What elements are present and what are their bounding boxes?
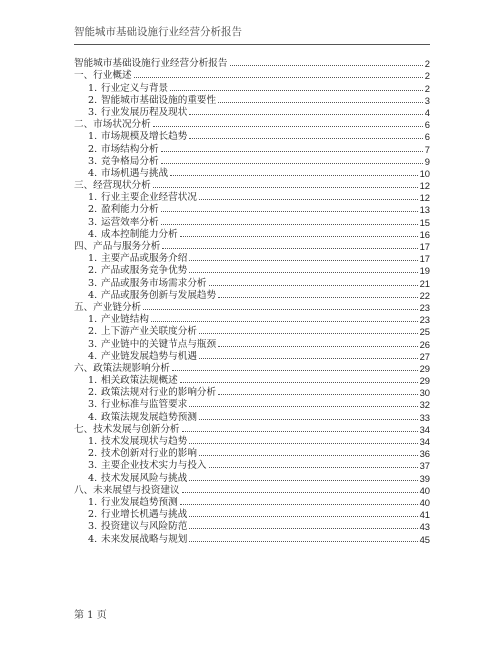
toc-entry-number: 2. [88,448,98,460]
toc-entry-title: 运营效率分析 [101,216,159,228]
toc-entry-title: 市场机遇与挑战 [101,167,169,179]
toc-entry-title: 产品或服务竞争优势 [101,265,188,277]
toc-entry-page: 2 [424,58,430,70]
toc-entry-number: 3. [88,399,98,411]
toc-entry-title: 智能城市基础设施行业经营分析报告 [74,58,228,70]
toc-entry-page: 4 [424,106,430,118]
toc-entry-page: 40 [419,484,430,496]
toc-entry-page: 22 [419,289,430,301]
toc-entry-number: 3. [88,216,98,228]
toc-entry-title: 市场规模及增长趋势 [101,131,188,143]
toc-entry[interactable] [74,57,430,69]
page-footer [74,606,107,621]
toc-dot-leader [161,162,423,164]
toc-entry-page: 29 [419,362,430,374]
toc-entry-page: 7 [424,143,430,155]
toc-entry-title: 市场结构分析 [101,143,159,155]
toc-entry-title: 投资建议与风险防范 [101,521,188,533]
toc-entry-page: 6 [424,119,430,131]
toc-dot-leader [143,308,417,310]
toc-dot-leader [161,150,423,152]
toc-subentry[interactable] [74,130,430,142]
toc-dot-leader [189,442,417,444]
toc-entry-page: 40 [419,496,430,508]
toc-entry-page: 10 [419,167,430,179]
toc-dot-leader [189,515,417,517]
toc-dot-leader [218,345,417,347]
toc-dot-leader [180,503,418,505]
toc-entry-number: 3. [88,460,98,472]
toc-entry-title: 四、产品与服务分析 [74,241,161,252]
toc-entry-title: 上下游产业关联度分析 [101,326,197,338]
toc-entry-page: 2 [424,70,430,82]
toc-entry-number: 3. [88,106,98,118]
toc-entry[interactable] [74,118,430,130]
toc-entry-title: 盈利能力分析 [101,204,159,216]
toc-entry-page: 32 [419,399,430,411]
toc-entry-page: 39 [419,472,430,484]
toc-entry-page: 36 [419,448,430,460]
toc-dot-leader [199,332,418,334]
toc-dot-leader [161,210,418,212]
toc-dot-leader [230,64,423,66]
toc-entry-title: 六、政策法规影响分析 [74,362,170,374]
toc-entry-title: 行业发展趋势预测 [101,496,178,508]
toc-entry-number: 3. [88,521,98,533]
toc-entry-number: 2. [88,143,98,155]
toc-dot-leader [189,479,417,481]
toc-subentry[interactable] [74,106,430,118]
toc-entry-page: 17 [419,241,430,252]
page-number: 第 1 页 [74,610,107,621]
toc-subentry[interactable] [74,228,430,240]
toc-entry-title: 技术发展风险与挑战 [101,472,188,484]
toc-dot-leader [189,527,417,529]
toc-subentry[interactable] [74,215,430,227]
toc-subentry[interactable] [74,94,430,106]
toc-entry-page: 33 [419,411,430,423]
toc-entry[interactable] [74,69,430,81]
toc-entry-title: 产业链发展趋势与机遇 [101,350,197,362]
toc-dot-leader [162,247,417,249]
toc-entry-number: 2. [88,204,98,216]
toc-entry-number: 1. [88,496,98,508]
toc-entry-title: 行业发展历程及现状 [101,106,188,118]
toc-entry-page: 16 [419,228,430,240]
toc-entry-title: 主要产品或服务介绍 [101,253,188,265]
toc-dot-leader [153,125,423,127]
toc-entry-page: 12 [419,192,430,204]
toc-dot-leader [161,223,418,225]
toc-entry-page: 23 [419,301,430,313]
toc-entry-number: 1. [88,82,98,94]
toc-subentry[interactable] [74,337,430,349]
toc-entry-number: 4. [88,411,98,423]
toc-dot-leader [189,540,417,542]
toc-entry-page: 41 [419,509,430,521]
toc-subentry[interactable] [74,81,430,93]
toc-entry-title: 五、产业链分析 [74,301,142,313]
toc-entry-page: 17 [419,253,430,265]
toc-entry-title: 技术创新对行业的影响 [101,448,197,460]
toc-entry-number: 2. [88,265,98,277]
toc-dot-leader [189,271,417,273]
toc-subentry[interactable] [74,276,430,288]
toc-subentry[interactable] [74,142,430,154]
toc-subentry[interactable] [74,167,430,179]
toc-entry-number: 4. [88,350,98,362]
toc-entry-page: 29 [419,375,430,387]
toc-entry-page: 21 [419,277,430,289]
toc-entry-number: 1. [88,131,98,143]
toc-dot-leader [170,89,423,91]
page-header [74,24,430,45]
toc-entry-number: 4. [88,289,98,301]
toc-entry-page: 12 [419,180,430,192]
toc-entry-number: 1. [88,192,98,204]
toc-entry-title: 技术发展现状与趋势 [101,436,188,447]
toc-dot-leader [199,357,418,359]
toc-subentry[interactable] [74,508,430,520]
toc-dot-leader [189,259,417,261]
toc-entry-title: 产业链结构 [101,314,149,326]
toc-subentry[interactable] [74,264,430,276]
toc-entry-number: 1. [88,253,98,265]
toc-subentry[interactable] [74,447,430,459]
toc-entry[interactable] [74,362,430,374]
toc-entry-page: 23 [419,314,430,326]
toc-entry-title: 产业链中的关键节点与瓶颈 [101,338,217,350]
toc-entry-title: 智能城市基础设施的重要性 [101,94,217,106]
toc-entry-page: 13 [419,204,430,216]
toc-entry-title: 相关政策法规概述 [101,375,178,387]
toc-entry-page: 3 [424,94,430,106]
toc-entry-number: 4. [88,533,98,545]
toc-entry-title: 一、行业概述 [74,70,132,82]
toc-subentry[interactable] [74,313,430,325]
toc-entry-number: 3. [88,277,98,289]
toc-subentry[interactable] [74,350,430,362]
toc-dot-leader [153,186,418,188]
toc-entry-number: 1. [88,375,98,387]
toc-entry-page: 9 [424,155,430,167]
toc-subentry[interactable] [74,435,430,447]
toc-entry-number: 4. [88,472,98,484]
toc-subentry[interactable] [74,398,430,410]
toc-entry-page: 30 [419,387,430,399]
toc-entry-title: 未来发展战略与规划 [101,533,188,545]
toc-entry-number: 3. [88,155,98,167]
toc-dot-leader [182,430,418,432]
toc-dot-leader [209,284,418,286]
toc-subentry[interactable] [74,410,430,422]
toc-subentry[interactable] [74,191,430,203]
toc-entry-number: 3. [88,338,98,350]
toc-entry-page: 15 [419,216,430,228]
toc-entry-title: 行业增长机遇与挑战 [101,509,188,521]
toc-subentry[interactable] [74,325,430,337]
toc-dot-leader [218,393,417,395]
toc-entry-number: 2. [88,509,98,521]
toc-dot-leader [151,320,418,322]
toc-dot-leader [209,466,418,468]
toc-entry-title: 行业标准与监管要求 [101,399,188,411]
toc-dot-leader [218,101,423,103]
toc-entry-page: 6 [424,131,430,143]
toc-entry[interactable] [74,423,430,435]
toc-entry-title: 八、未来展望与投资建议 [74,484,180,496]
toc-subentry[interactable] [74,496,430,508]
toc-entry-title: 竞争格局分析 [101,155,159,167]
toc-dot-leader [189,137,422,139]
toc-entry-number: 2. [88,94,98,106]
toc-entry-title: 七、技术发展与创新分析 [74,423,180,435]
toc-dot-leader [199,454,418,456]
toc-entry-page: 37 [419,460,430,472]
toc-entry-page: 26 [419,338,430,350]
toc-entry-page: 34 [419,423,430,435]
toc-entry-title: 产品或服务市场需求分析 [101,277,207,289]
toc-entry-number: 2. [88,387,98,399]
toc-subentry[interactable] [74,471,430,483]
toc-entry-page: 43 [419,521,430,533]
toc-dot-leader [134,76,423,78]
toc-subentry[interactable] [74,532,430,544]
toc-entry-title: 主要企业技术实力与投入 [101,460,207,472]
toc-entry-number: 2. [88,326,98,338]
toc-dot-leader [170,174,417,176]
toc-dot-leader [189,113,422,115]
toc-subentry[interactable] [74,459,430,471]
toc-subentry[interactable] [74,374,430,386]
toc-entry-title: 行业定义与背景 [101,82,169,94]
toc-entry-title: 行业主要企业经营状况 [101,192,197,204]
toc-subentry[interactable] [74,155,430,167]
toc-entry-page: 34 [419,436,430,447]
toc-entry-page: 25 [419,326,430,338]
toc-subentry[interactable] [74,520,430,532]
page-header-title: 智能城市基础设施行业经营分析报告 [74,26,242,38]
toc-entry-page: 2 [424,82,430,94]
toc-subentry[interactable] [74,252,430,264]
toc-dot-leader [180,381,418,383]
toc-dot-leader [218,296,417,298]
toc-entry-page: 45 [419,533,430,545]
toc-entry-page: 27 [419,350,430,362]
toc-entry-title: 三、经营现状分析 [74,180,151,192]
toc-subentry[interactable] [74,386,430,398]
toc-dot-leader [189,405,417,407]
toc-entry-title: 成本控制能力分析 [101,228,178,240]
toc-dot-leader [199,418,418,420]
toc-entry-title: 二、市场状况分析 [74,119,151,131]
toc-entry-title: 产品或服务创新与发展趋势 [101,289,217,301]
table-of-contents [74,57,430,545]
toc-entry-title: 政策法规发展趋势预测 [101,411,197,423]
toc-dot-leader [172,369,418,371]
toc-entry-page: 19 [419,265,430,277]
toc-dot-leader [182,491,418,493]
toc-entry[interactable] [74,301,430,313]
toc-dot-leader [180,235,418,237]
toc-entry[interactable] [74,484,430,496]
toc-entry-number: 1. [88,436,98,447]
toc-subentry[interactable] [74,289,430,301]
toc-entry-number: 4. [88,228,98,240]
toc-dot-leader [199,198,418,200]
toc-entry[interactable] [74,240,430,252]
toc-entry-title: 政策法规对行业的影响分析 [101,387,217,399]
toc-entry-number: 4. [88,167,98,179]
toc-subentry[interactable] [74,203,430,215]
toc-entry[interactable] [74,179,430,191]
toc-entry-number: 1. [88,314,98,326]
